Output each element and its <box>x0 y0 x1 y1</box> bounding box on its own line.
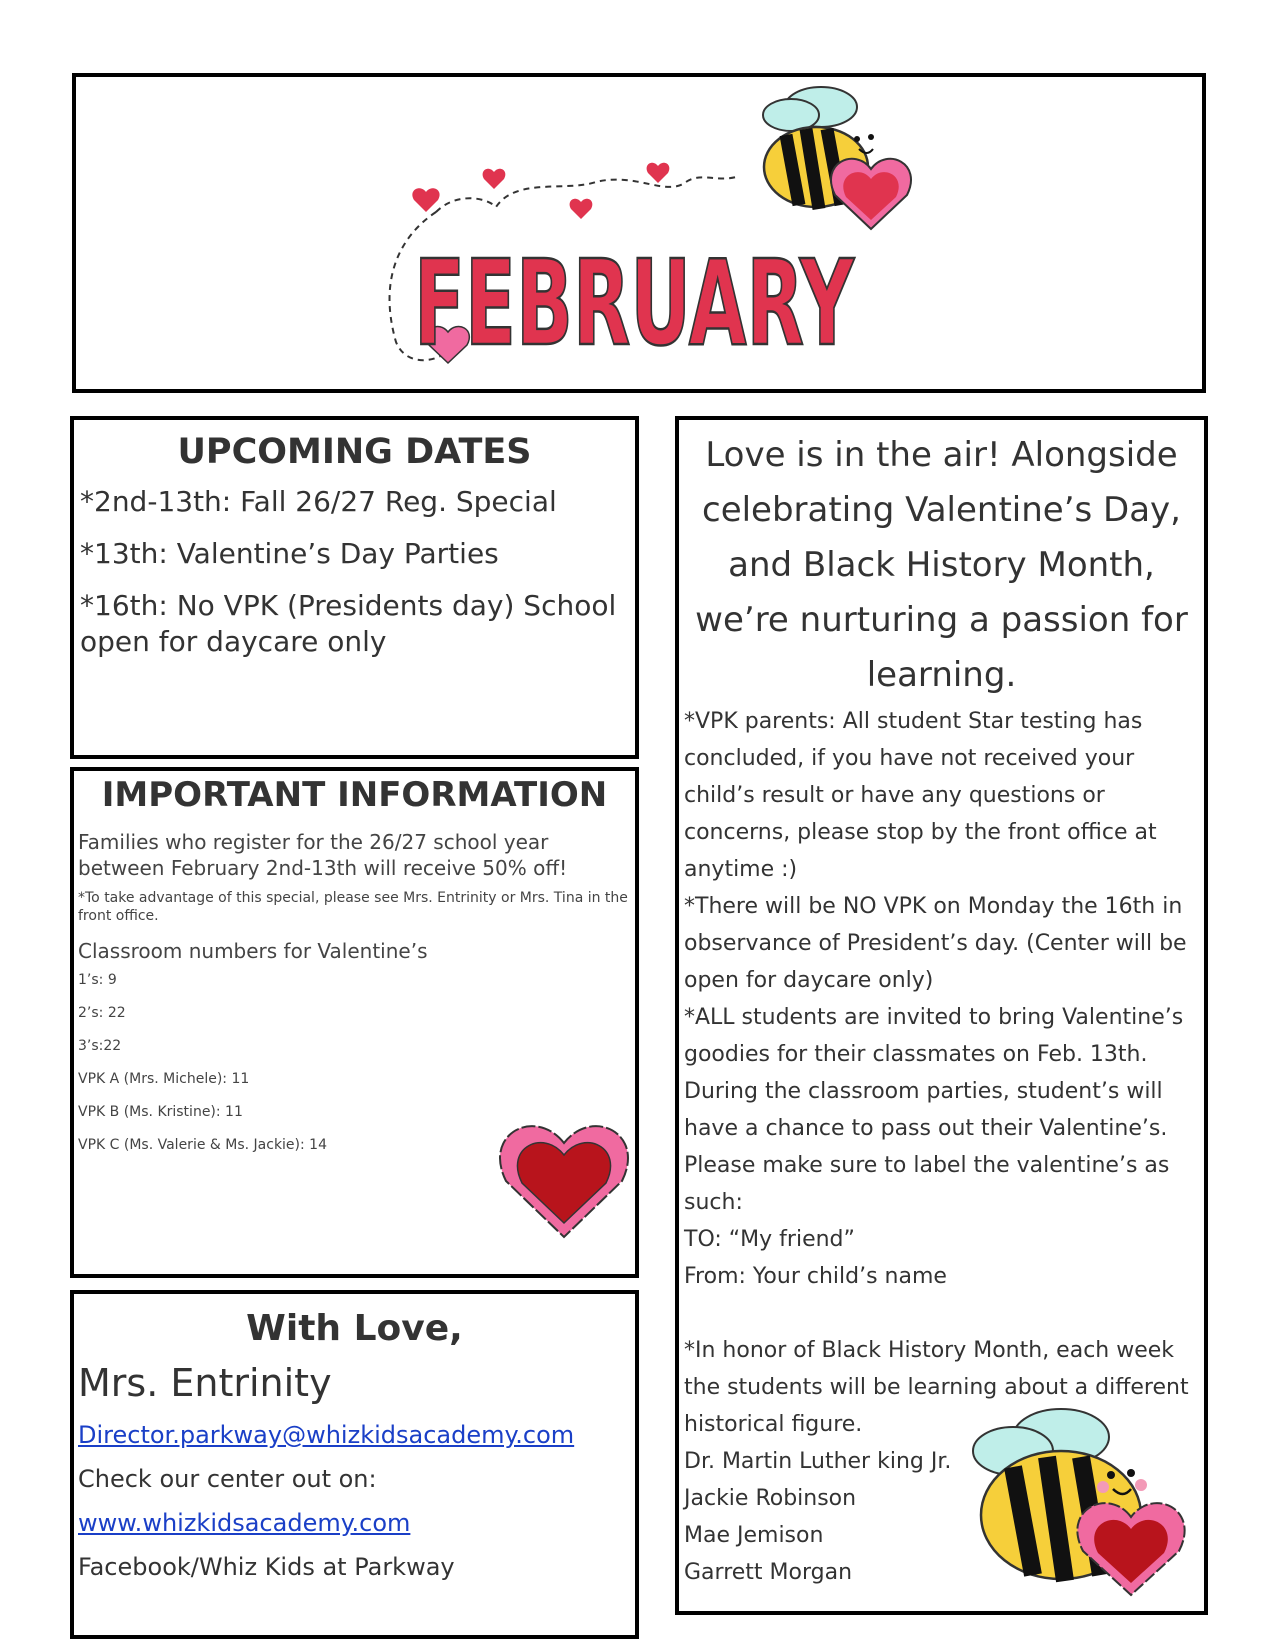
important-info-panel <box>70 767 639 1278</box>
with-love-panel <box>70 1290 639 1639</box>
list-item: *13th: Valentine’s Day Parties <box>80 537 499 570</box>
facebook-text: Facebook/Whiz Kids at Parkway <box>78 1553 455 1581</box>
small-heart-icon <box>570 199 593 219</box>
bee-with-heart-icon <box>961 1405 1191 1595</box>
black-history-text: *In honor of Black History Month, each week the students will be learning about a different historical figure. <box>684 1338 1189 1437</box>
list-item: VPK B (Ms. Kristine): 11 <box>78 1104 243 1120</box>
list-item: Jackie Robinson <box>684 1486 857 1511</box>
important-info-title: IMPORTANT INFORMATION <box>101 775 608 815</box>
classroom-numbers-heading: Classroom numbers for Valentine’s <box>78 939 428 963</box>
no-vpk-text: *There will be NO VPK on Monday the 16th in observance of President’s day. (Center will be open for daycare only) <box>684 894 1187 993</box>
list-item: *2nd-13th: Fall 26/27 Reg. Special <box>80 485 557 518</box>
small-heart-icon <box>412 188 439 212</box>
bee-with-heart-icon <box>763 87 911 229</box>
list-item: Garrett Morgan <box>684 1560 853 1585</box>
upcoming-dates-list <box>80 484 635 660</box>
from-line: From: Your child’s name <box>684 1264 947 1289</box>
list-item: *16th: No VPK (Presidents day) School open for daycare only <box>80 589 617 658</box>
february-title: FEBRUARY <box>414 234 855 372</box>
list-item: VPK C (Ms. Valerie & Ms. Jackie): 14 <box>78 1137 327 1153</box>
website-link[interactable]: www.whizkidsacademy.com <box>78 1509 411 1537</box>
small-heart-icon <box>483 169 506 189</box>
list-item: Mae Jemison <box>684 1523 824 1548</box>
spacer <box>679 1295 1204 1332</box>
director-name: Mrs. Entrinity <box>78 1361 332 1405</box>
newsletter-panel <box>675 416 1208 1615</box>
to-line: TO: “My friend” <box>684 1227 855 1252</box>
lace-heart-icon <box>499 1121 629 1239</box>
list-item: 2’s: 22 <box>78 1005 126 1021</box>
list-item: Dr. Martin Luther king Jr. <box>684 1449 952 1474</box>
with-love-title: With Love, <box>246 1308 463 1349</box>
director-email-link[interactable]: Director.parkway@whizkidsacademy.com <box>78 1421 575 1449</box>
february-banner-illustration <box>366 82 906 387</box>
small-heart-icon <box>647 163 670 183</box>
list-item: VPK A (Mrs. Michele): 11 <box>78 1071 250 1087</box>
valentines-text: *ALL students are invited to bring Valentine’s goodies for their classmates on Feb. 13th. During the classroom parties, student’s will have a chance to pass out their Valentine’s. Please make sure to label the valentine’s as such: <box>684 1005 1184 1215</box>
list-item: 3’s:22 <box>78 1038 122 1054</box>
registration-note: *To take advantage of this special, please see Mrs. Entrinity or Mrs. Tina in the front office. <box>78 890 628 924</box>
registration-special-text: Families who register for the 26/27 school year between February 2nd-13th will receive 50% off! <box>78 830 568 880</box>
check-out-text: Check our center out on: <box>78 1465 377 1493</box>
vpk-testing-text: *VPK parents: All student Star testing has concluded, if you have not received your child’s result or have any questions or concerns, please stop by the front office at anytime :) <box>684 709 1157 882</box>
upcoming-dates-panel <box>70 416 639 759</box>
upcoming-dates-title: UPCOMING DATES <box>177 432 532 472</box>
list-item: 1’s: 9 <box>78 972 117 988</box>
intro-text: Love is in the air! Alongside celebrating Valentine’s Day, and Black History Month, we’re nurturing a passion for learning. <box>695 435 1188 695</box>
header-banner <box>72 73 1206 393</box>
